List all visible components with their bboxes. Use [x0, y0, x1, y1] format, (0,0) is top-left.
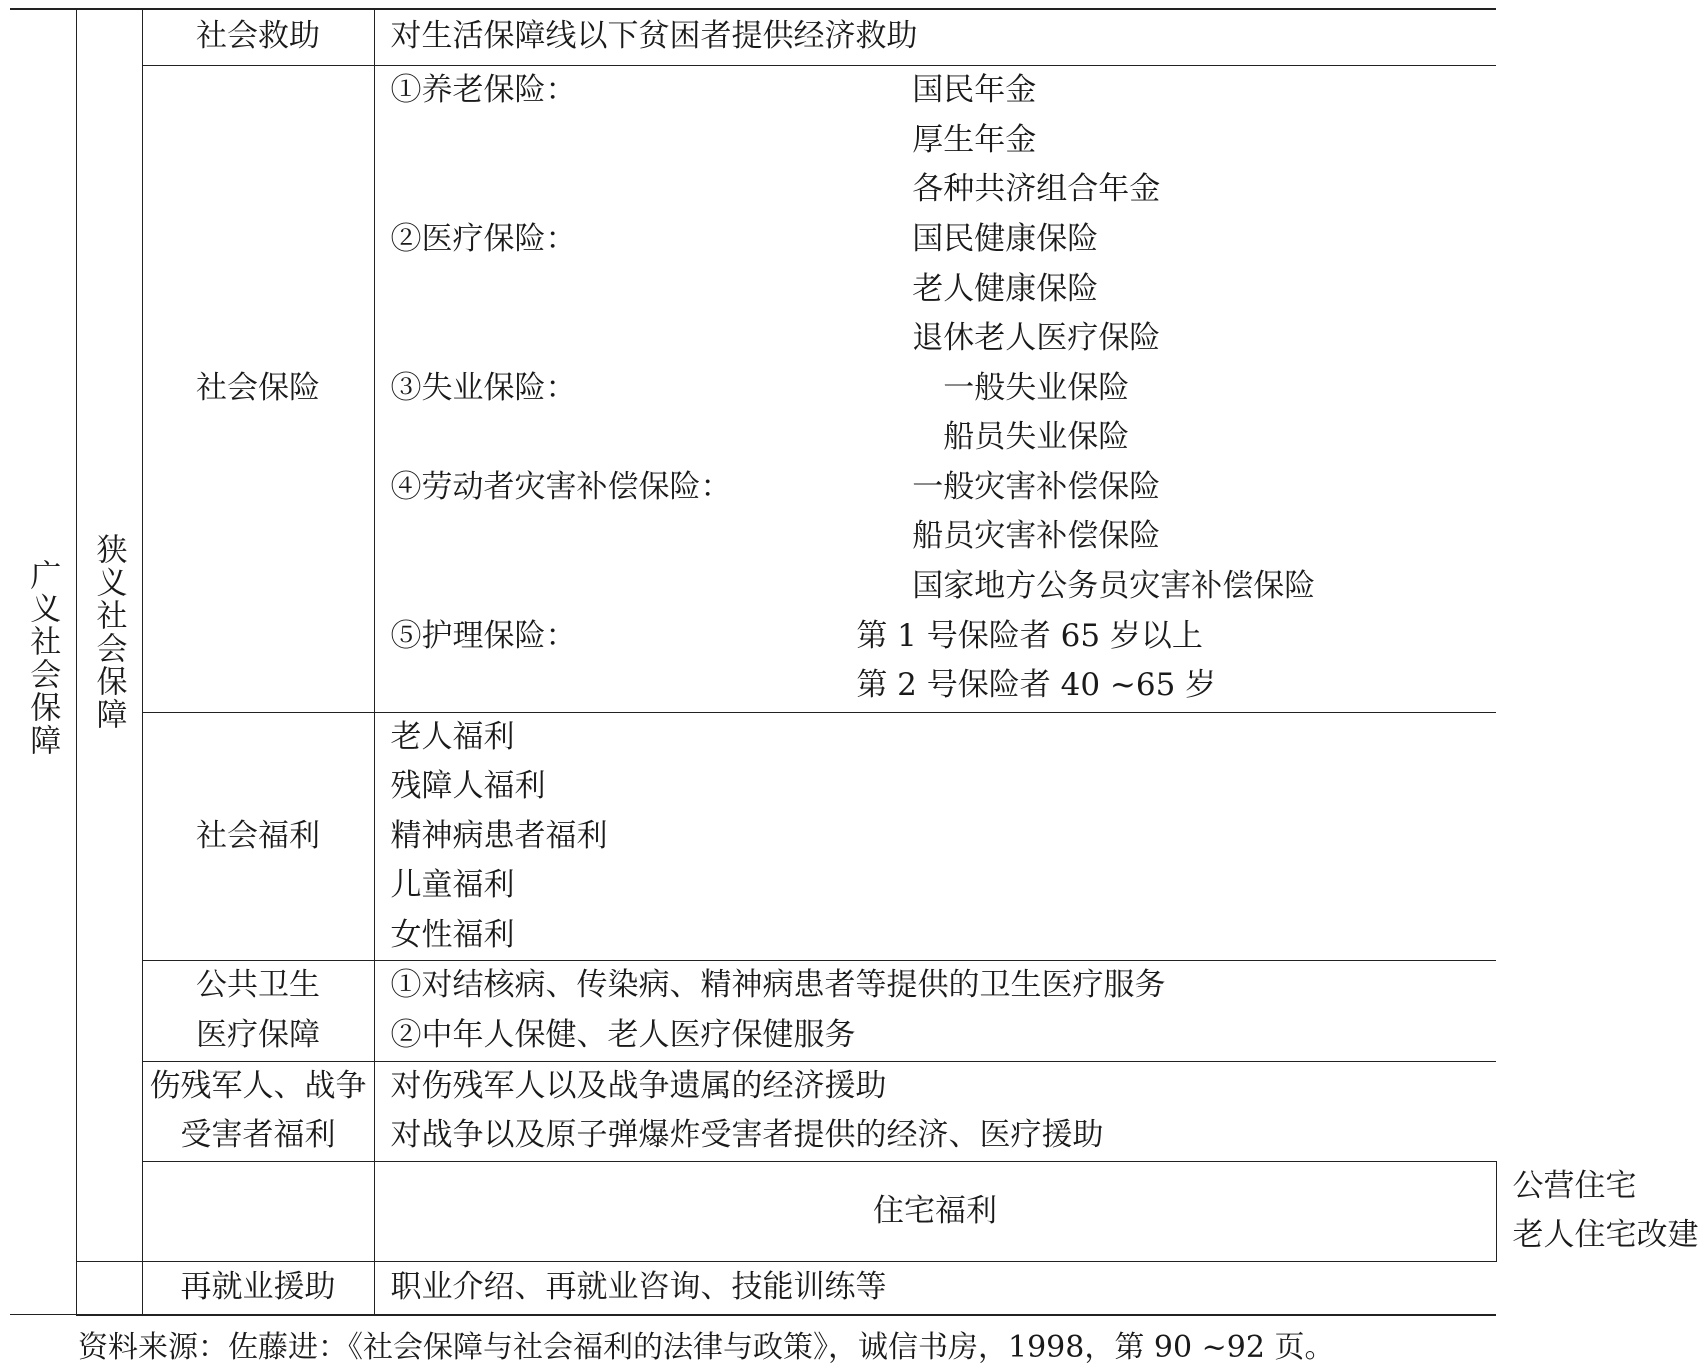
- insurance-item: 第 1 号保险者 65 岁以上: [856, 617, 1203, 654]
- row-reemployment: [10, 1262, 1496, 1315]
- insurance-group-label: ③失业保险：: [390, 369, 577, 406]
- insurance-item: 国民年金: [912, 72, 1037, 109]
- category-social-insurance: 社会保险: [142, 65, 374, 712]
- insurance-item: 老人健康保险: [912, 270, 1099, 307]
- welfare-item: 儿童福利: [390, 867, 515, 904]
- insurance-item: 国家地方公务员灾害补偿保险: [912, 568, 1316, 605]
- insurance-group-label: ④劳动者灾害补偿保险：: [390, 468, 732, 505]
- insurance-group-pension: [391, 66, 1497, 215]
- category-line: 伤残军人、战争: [149, 1067, 367, 1104]
- narrow-empty-cell: [142, 1161, 374, 1261]
- insurance-item: 第 2 号保险者 40 ~65 岁: [856, 667, 1217, 704]
- row-social-insurance: [10, 65, 1496, 712]
- insurance-item: 厚生年金: [912, 121, 1037, 158]
- welfare-item: 女性福利: [390, 916, 515, 953]
- description-social-assistance: 对生活保障线以下贫困者提供经济救助: [374, 9, 1496, 65]
- row-social-assistance: [10, 9, 1496, 65]
- public-health-item: ②中年人保健、老人医疗保健服务: [390, 1017, 856, 1054]
- category-housing-welfare: 住宅福利: [374, 1161, 1496, 1261]
- row-public-health: [10, 961, 1496, 1061]
- public-health-item: ①对结核病、传染病、精神病患者等提供的卫生医疗服务: [390, 967, 1166, 1004]
- insurance-item: 一般失业保险: [943, 369, 1130, 406]
- narrow-social-security-cell: [76, 9, 142, 1262]
- description-veterans-welfare: [374, 1061, 1496, 1161]
- insurance-group-label: ⑤护理保险：: [390, 617, 577, 654]
- insurance-item: 各种共济组合年金: [912, 171, 1161, 208]
- insurance-item: 船员失业保险: [943, 419, 1130, 456]
- row-housing-welfare: 住宅福利 公营住宅 老人住宅改建: [10, 1161, 1496, 1261]
- insurance-group-workers-compensation: [391, 463, 1497, 612]
- description-social-welfare: [374, 712, 1496, 961]
- description-public-health: [374, 961, 1496, 1061]
- category-line: 医疗保障: [196, 1017, 320, 1054]
- welfare-item: 残障人福利: [390, 768, 546, 805]
- category-public-health: [142, 961, 374, 1061]
- broad-social-security-label: 广义社会保障: [24, 559, 61, 758]
- welfare-item: 老人福利: [390, 718, 515, 755]
- narrow-empty-cell: [76, 1262, 142, 1315]
- veterans-item: 对伤残军人以及战争遗属的经济援助: [390, 1067, 887, 1104]
- insurance-group-nursing-care: [391, 612, 1497, 711]
- narrow-social-security-label: 狭义社会保障: [90, 532, 127, 731]
- insurance-group-label: ①养老保险：: [390, 72, 577, 109]
- insurance-item: 船员灾害补偿保险: [912, 518, 1161, 555]
- insurance-item: 一般灾害补偿保险: [912, 468, 1161, 505]
- category-line: 公共卫生: [196, 967, 320, 1004]
- category-reemployment: 再就业援助: [142, 1262, 374, 1315]
- insurance-group-label: ②医疗保险：: [390, 220, 577, 257]
- category-social-welfare: 社会福利: [142, 712, 374, 961]
- welfare-item: 精神病患者福利: [390, 817, 608, 854]
- broad-social-security-cell: [10, 9, 76, 1315]
- row-veterans-welfare: [10, 1061, 1496, 1161]
- insurance-item: 国民健康保险: [912, 220, 1099, 257]
- row-social-welfare: [10, 712, 1496, 961]
- category-veterans-welfare: [142, 1061, 374, 1161]
- insurance-item: 退休老人医疗保险: [912, 320, 1161, 357]
- source-note: 资料来源：佐藤进：《社会保障与社会福利的法律与政策》，诚信书房，1998，第 90 ~92 页。: [78, 1330, 1335, 1365]
- insurance-group-unemployment: [391, 364, 1497, 463]
- category-line: 受害者福利: [180, 1117, 336, 1154]
- description-reemployment: 职业介绍、再就业咨询、技能训练等: [374, 1262, 1496, 1315]
- social-security-table: [10, 8, 1699, 1316]
- veterans-item: 对战争以及原子弹爆炸受害者提供的经济、医疗援助: [390, 1117, 1104, 1154]
- description-social-insurance: [374, 65, 1496, 712]
- insurance-group-medical: [391, 215, 1497, 364]
- category-social-assistance: 社会救助: [142, 9, 374, 65]
